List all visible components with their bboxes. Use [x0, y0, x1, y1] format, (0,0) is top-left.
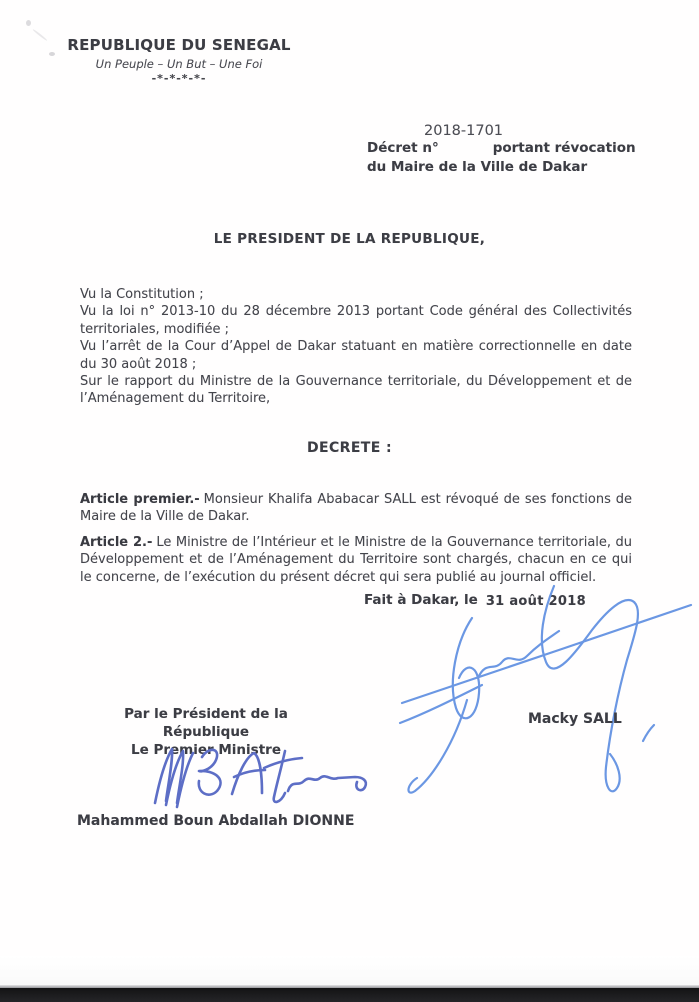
national-motto: Un Peuple – Un But – Une Foi	[95, 57, 263, 71]
preamble	[80, 286, 632, 408]
preamble-clause: Vu l’arrêt de la Cour d’Appel de Dakar statuant en matière correctionnelle en date du 30 août 2018 ;	[80, 339, 632, 372]
president-signature-ink	[396, 582, 696, 814]
article-2-label: Article 2.-	[80, 535, 153, 550]
article-premier	[80, 491, 632, 526]
decree-date: 31 août 2018	[485, 594, 586, 609]
article-premier-label: Article premier.-	[80, 492, 200, 507]
article-2-text: Le Ministre de l’Intérieur et le Ministre de la Gouvernance territoriale, du Développement et de l’Aménagement du Territoire sont chargés, chacun en ce qui le concerne, de l’exécution du présent décret qui sera publié au journal officiel.	[80, 535, 632, 585]
countersign-line1: Par le Président de la République	[124, 706, 288, 740]
pm-name: Mahammed Boun Abdallah DIONNE	[77, 813, 355, 829]
place-label: Fait à Dakar, le	[364, 592, 478, 608]
pm-signature-ink	[142, 741, 372, 821]
article-2	[80, 534, 632, 586]
ornament-separator: -*-*-*-*-	[151, 72, 207, 85]
article-premier-text: Monsieur Khalifa Ababacar SALL est révoqué de ses fonctions de Maire de la Ville de Dakar.	[80, 492, 632, 525]
page-bottom-shadow	[0, 956, 699, 985]
viewer-bottom-bar	[0, 988, 699, 1002]
countersign-line2: Le Premier Ministre	[131, 742, 281, 758]
preamble-clause: Sur le rapport du Ministre de la Gouvernance territoriale, du Développement et de l’Aménagement du Territoire,	[80, 374, 632, 407]
salutation-heading: LE PRESIDENT DE LA REPUBLIQUE,	[213, 231, 486, 247]
decree-number: 2018-1701	[424, 123, 504, 139]
decree-title-rest: portant révocation	[492, 140, 636, 156]
preamble-clause: Vu la Constitution ;	[80, 287, 204, 302]
country-title: REPUBLIQUE DU SENEGAL	[67, 36, 291, 54]
preamble-clause: Vu la loi n° 2013-10 du 28 décembre 2013 portant Code général des Collectivités territoriales, modifiée ;	[80, 304, 632, 337]
scan-smudge	[26, 20, 31, 26]
decrete-heading: DECRETE :	[307, 440, 392, 456]
decree-title-line2: du Maire de la Ville de Dakar	[367, 159, 588, 175]
decree-label: Décret n°	[367, 140, 439, 156]
president-name: Macky SALL	[528, 711, 622, 727]
letterhead	[38, 36, 320, 85]
decree-title-block	[367, 124, 639, 177]
